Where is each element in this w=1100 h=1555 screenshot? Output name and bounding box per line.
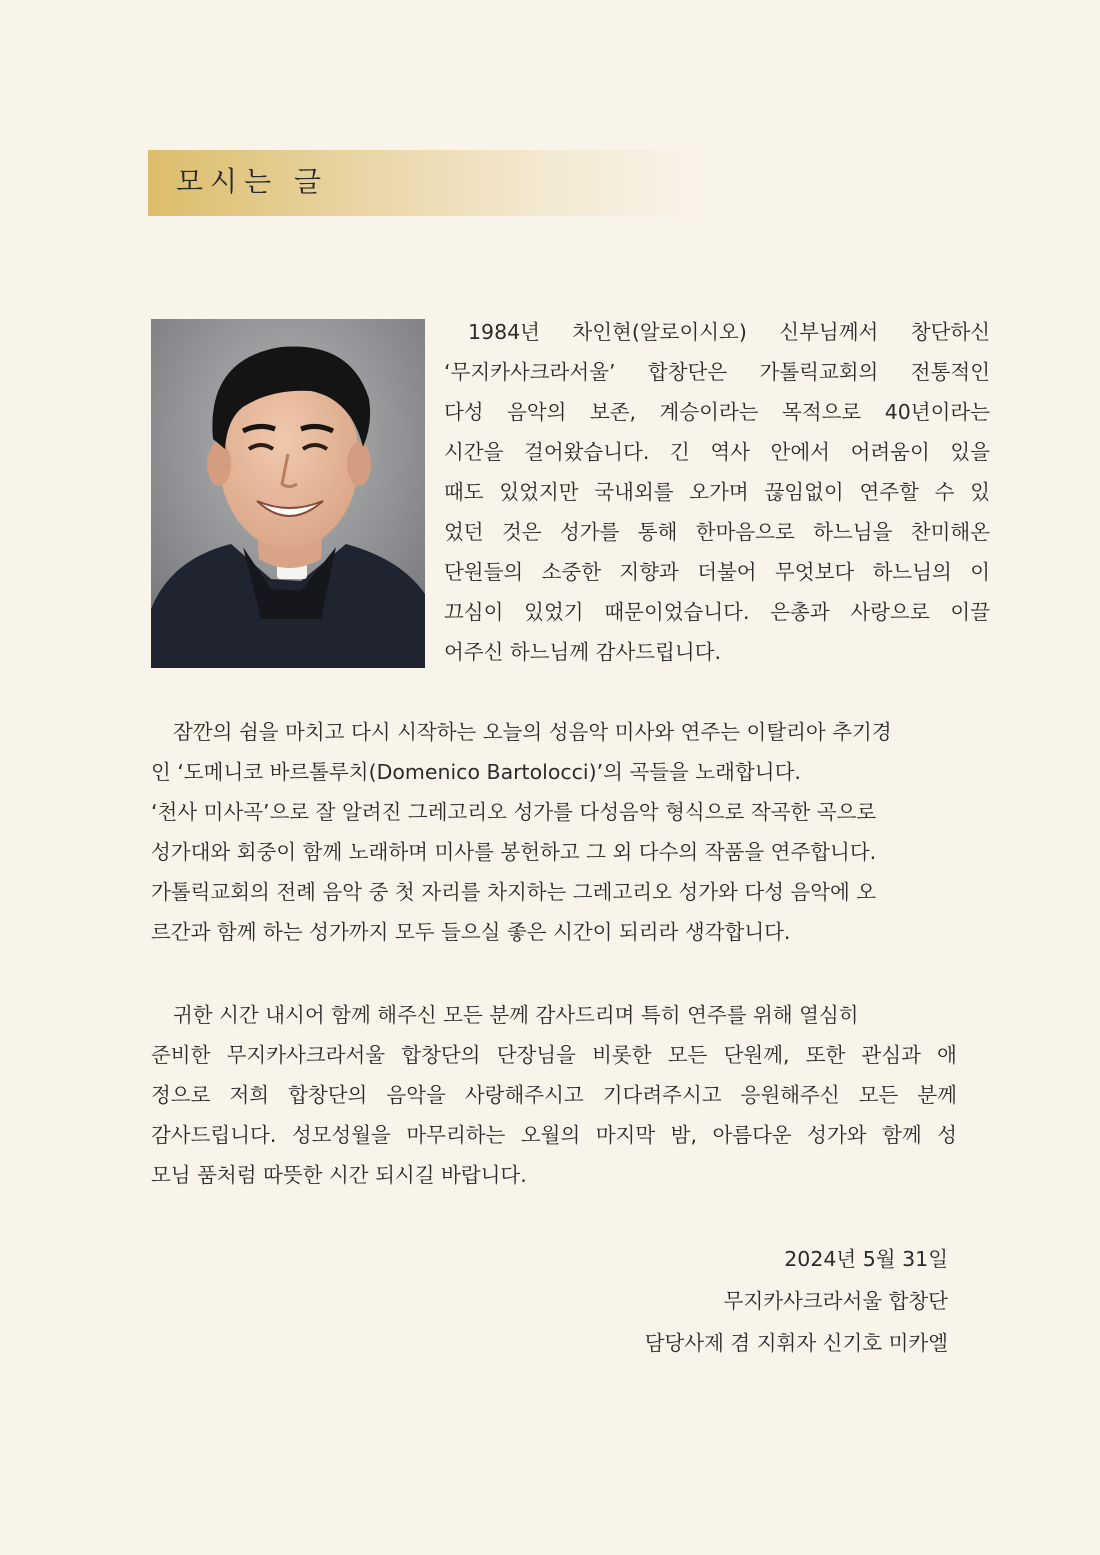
paragraph-line: ‘무지카사크라서울’ 합창단은 가톨릭교회의 전통적인 — [444, 360, 990, 384]
paragraph-line: 단원들의 소중한 지향과 더불어 무엇보다 하느님의 이 — [444, 560, 990, 584]
paragraph-line: 감사드립니다. 성모성월을 마무리하는 오월의 마지막 밤, 아름다운 성가와 함께 성 — [151, 1123, 957, 1147]
paragraph-line: 가톨릭교회의 전례 음악 중 첫 자리를 차지하는 그레고리오 성가와 다성 음악에 오 — [151, 880, 877, 904]
paragraph-line: 준비한 무지카사크라서울 합창단의 단장님을 비롯한 모든 단원께, 또한 관심과 애 — [151, 1043, 957, 1067]
paragraph-line: 시간을 걸어왔습니다. 긴 역사 안에서 어려움이 있을 — [444, 440, 990, 464]
paragraph-line: 때도 있었지만 국내외를 오가며 끊임없이 연주할 수 있 — [444, 480, 990, 504]
paragraph-2 — [151, 712, 986, 952]
paragraph-line: 르간과 함께 하는 성가까지 모두 들으실 좋은 시간이 되리라 생각합니다. — [151, 920, 791, 944]
paragraph-line: 정으로 저희 합창단의 음악을 사랑해주시고 기다려주시고 응원해주신 모든 분께 — [151, 1083, 957, 1107]
paragraph-3 — [151, 995, 957, 1195]
signature-organization: 무지카사크라서울 합창단 — [723, 1289, 948, 1313]
signature-block — [645, 1238, 948, 1364]
paragraph-1 — [444, 312, 990, 672]
paragraph-line: 어주신 하느님께 감사드립니다. — [444, 640, 721, 664]
paragraph-line: 었던 것은 성가를 통해 한마음으로 하느님을 찬미해온 — [444, 520, 990, 544]
paragraph-line: 귀한 시간 내시어 함께 해주신 모든 분께 감사드리며 특히 연주를 위해 열심히 — [173, 1003, 859, 1027]
signature-date: 2024년 5월 31일 — [784, 1247, 948, 1271]
signature-author: 담당사제 겸 지휘자 신기호 미카엘 — [644, 1331, 948, 1355]
paragraph-line: 인 ‘도메니코 바르톨루치(Domenico Bartolocci)’의 곡들을 노래합니다. — [151, 760, 801, 784]
paragraph-line: 1984년 차인현(알로이시오) 신부님께서 창단하신 — [468, 320, 990, 344]
paragraph-line: 잠깐의 쉼을 마치고 다시 시작하는 오늘의 성음악 미사와 연주는 이탈리아 추기경 — [173, 720, 892, 744]
paragraph-line: 끄심이 있었기 때문이었습니다. 은총과 사랑으로 이끌 — [444, 600, 990, 624]
paragraph-line: 다성 음악의 보존, 계승이라는 목적으로 40년이라는 — [444, 400, 990, 424]
paragraph-line: 모님 품처럼 따뜻한 시간 되시길 바랍니다. — [151, 1163, 527, 1187]
paragraph-line: 성가대와 회중이 함께 노래하며 미사를 봉헌하고 그 외 다수의 작품을 연주합니다. — [151, 840, 877, 864]
page-title: 모시는 글 — [176, 165, 329, 198]
priest-portrait-photo — [151, 319, 425, 668]
paragraph-line: ‘천사 미사곡’으로 잘 알려진 그레고리오 성가를 다성음악 형식으로 작곡한 곡으로 — [151, 800, 877, 824]
